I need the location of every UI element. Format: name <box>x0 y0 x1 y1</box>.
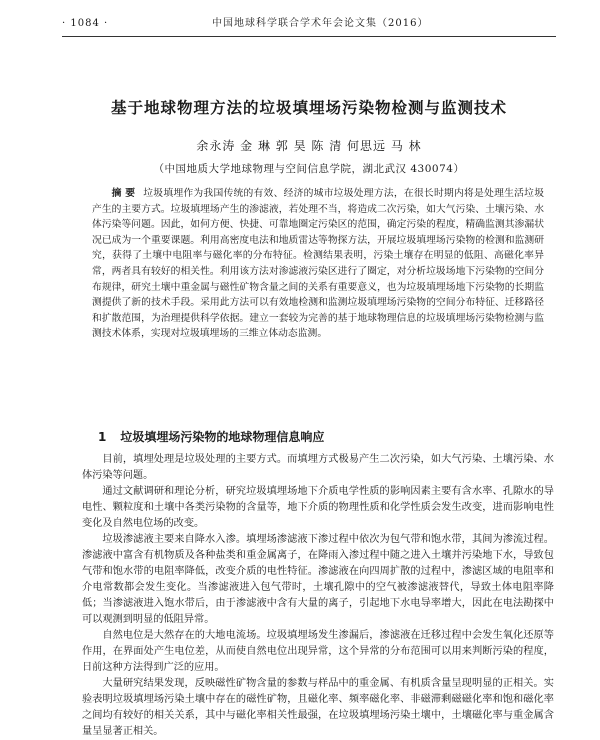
paper-title: 基于地球物理方法的垃圾填埋场污染物检测与监测技术 <box>110 99 507 117</box>
page-number: · 1084 · <box>62 18 109 29</box>
abstract-text: 垃圾填埋作为我国传统的有效、经济的城市垃圾处理方法，在很长时期内将是处理生活垃圾产生的主要方式。垃圾填埋场产生的渗滤液，若处理不当，将造成二次污染，如大气污染、土壤污染、水体污染等问题。因此，如何方便、快捷、可靠地圈定污染区的范围，确定污染的程度，精确监测其渗漏状况已成为一个重要课题。利用高密度电法和地质雷达等物探方法，开展垃圾填埋场污染物的检测和监测研究，获得了土壤中电阻率与磁化率的分布特征。检测结果表明，污染土壤存在明显的低阻、高磁化率异常，两者具有较好的相关性。利用该方法对渗滤液污染区进行了圈定，对分析垃圾场地下污染物的空间分布规律，研究土壤中重金属与磁性矿物含量之间的关系有重要意义，也为垃圾填埋场地下污染物的长期监测提供了新的技术手段。采用此方法可以有效地检测和监测垃圾填埋场污染物的空间分布特征、迁移路径和扩散范围，为治理提供科学依据。建立一套较为完善的基于地球物理信息的垃圾填埋场污染物检测与监测技术体系，实现对垃圾填埋场的三维立体动态监测。 <box>92 188 544 340</box>
running-head <box>62 14 556 37</box>
section-heading <box>98 428 324 445</box>
author-list: 余永涛 金 琳 郭 昊 陈 清 何思远 马 林 <box>196 139 422 153</box>
body-paragraph: 大量研究结果发现，反映磁性矿物含量的参数与样品中的重金属、有机质含量呈现明显的正相关。实验表明垃圾填埋场污染土壤中存在的磁性矿物，且磁化率、频率磁化率、非磁滞剩磁磁化率和饱和磁化率之间均有较好的相关关系，其中与磁化率相关性最强，在垃圾填埋场污染土壤中，土壤磁化率与重金属含量呈显著正相关。 <box>82 678 554 737</box>
author-affiliation: （中国地质大学地球物理与空间信息学院，湖北武汉 430074） <box>153 163 465 175</box>
abstract <box>92 186 544 342</box>
body-paragraph: 目前，填埋处理是垃圾处理的主要方式。而填埋方式极易产生二次污染，如大气污染、土壤污染、水体污染等问题。 <box>82 454 554 481</box>
section-number: 1 <box>98 430 107 444</box>
section-title: 垃圾填埋场污染物的地球物理信息响应 <box>120 430 325 444</box>
body-paragraph: 通过文献调研和理论分析，研究垃圾填埋场地下介质电学性质的影响因素主要有含水率、孔隙水的导电性、颗粒度和土壤中各类污染物的含量等，地下介质的物理性质和化学性质会发生改变，进而影响电性变化及自然电位场的改变。 <box>82 486 554 529</box>
body-paragraph: 垃圾渗滤液主要来自降水入渗。填埋场渗滤液下渗过程中依次为包气带和饱水带，其间为渗流过程。渗滤液中富含有机物质及各种盐类和重金属离子，在降雨入渗过程中随之进入土壤并污染地下水，导致包气带和饱水带的电阻率降低，改变介质的电性特征。渗滤液在向四周扩散的过程中，渗滤区域的电阻率和介电常数都会发生变化。当渗滤液进入包气带时，土壤孔隙中的空气被渗滤液替代，导致土体电阻率降低；当渗滤液进入饱水带后，由于渗滤液中含有大量的离子，引起地下水电导率增大，因此在电法勘探中可以观测到明显的低阻异常。 <box>82 534 554 625</box>
body-text <box>82 452 554 740</box>
abstract-label: 摘 要 <box>111 188 136 199</box>
body-paragraph: 自然电位是大然存在的大地电流场。垃圾填埋场发生渗漏后，渗滤液在迁移过程中会发生氧化还原等作用，在界面处产生电位差，从而使自然电位出现异常，这个异常的分布范围可以用来判断污染的程度，日前这种方法得到广泛的应用。 <box>82 630 554 673</box>
journal-title: 中国地球科学联合学术年会论文集（2016） <box>212 18 429 29</box>
